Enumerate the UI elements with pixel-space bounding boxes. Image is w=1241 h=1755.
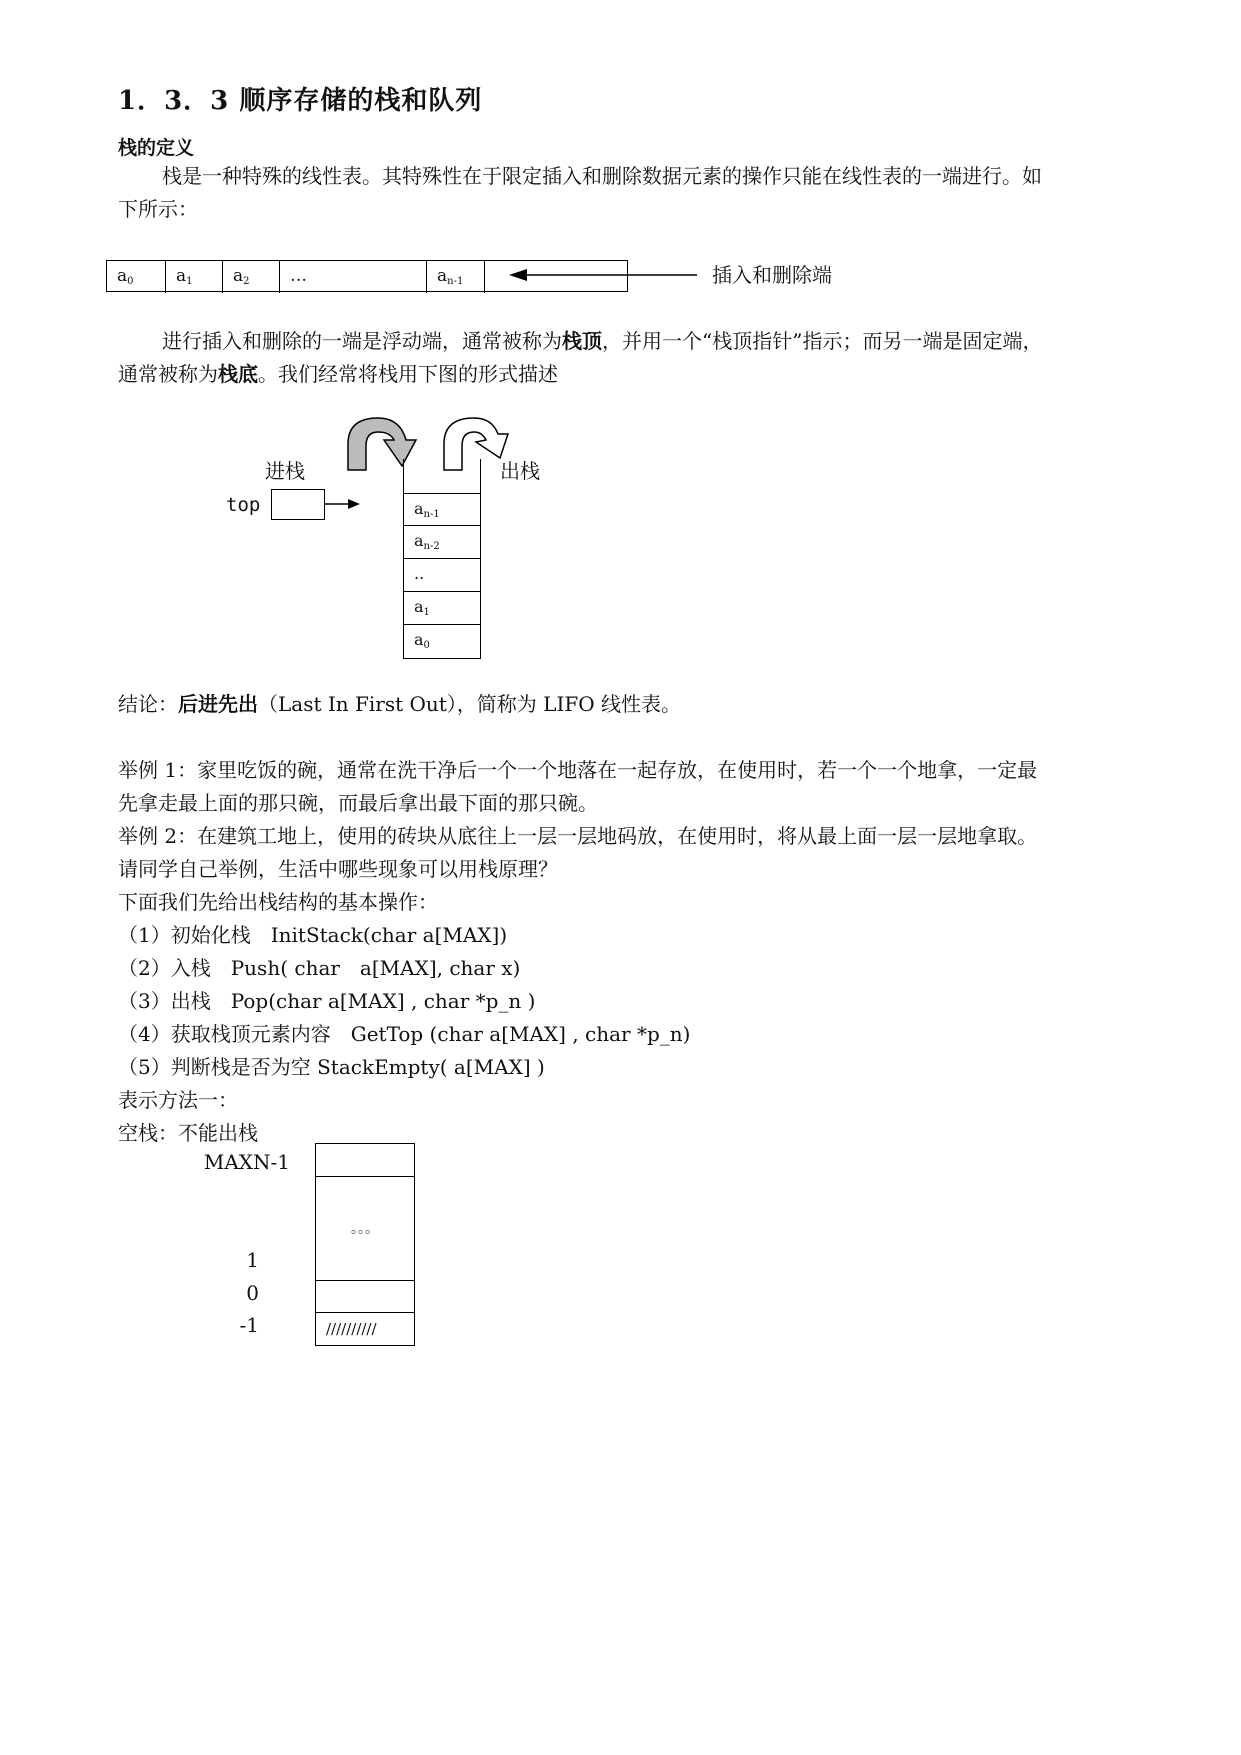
table-cell: $a_0$ <box>107 261 166 293</box>
memory-box <box>315 1143 415 1346</box>
stack-bottom-term: 栈底 <box>218 362 258 386</box>
top-pointer-box <box>271 489 325 520</box>
insert-arrow-icon <box>505 265 705 285</box>
page-title: 1．3．3 顺序存储的栈和队列 <box>118 86 483 116</box>
example-2: 举例 2：在建筑工地上，使用的砖块从底往上一层一层地码放，在使用时，将从最上面一层一层地拿取。 <box>118 824 1038 848</box>
intro-line-2: 下所示： <box>118 197 198 221</box>
para2-line-2: 通常被称为栈底。我们经常将栈用下图的形式描述 <box>118 362 558 386</box>
exercise-prompt: 请同学自己举例，生活中哪些现象可以用栈原理？ <box>118 857 558 881</box>
push-label: 进栈 <box>265 459 305 483</box>
stack-cell: $a_{n-1}$ <box>404 493 480 526</box>
insert-delete-end-label: 插入和删除端 <box>712 263 832 287</box>
stack-cell: $a_{n-2}$ <box>404 526 480 559</box>
memory-cell-top <box>316 1144 414 1177</box>
stack-cell: $a_1$ <box>404 592 480 625</box>
top-label: top <box>226 494 261 516</box>
op-pop: （3）出栈 Pop(char a[MAX] , char *p_n ) <box>118 989 536 1013</box>
op-stack-empty: （5）判断栈是否为空 StackEmpty( a[MAX] ) <box>118 1055 545 1079</box>
stack-top-term: 栈顶 <box>562 329 602 353</box>
conclusion: 结论：后进先出（Last In First Out），简称为 LIFO 线性表。 <box>118 692 681 716</box>
method-one-label: 表示方法一： <box>118 1088 238 1112</box>
top-pointer-arrow-icon <box>324 495 364 513</box>
example-1-line-2: 先拿走最上面的那只碗，而最后拿出最下面的那只碗。 <box>118 791 598 815</box>
example-1-line-1: 举例 1：家里吃饭的碗，通常在洗干净后一个一个地落在一起存放，在使用时，若一个一个地拿，一定最 <box>118 758 1038 782</box>
table-cell: $a_1$ <box>166 261 223 293</box>
stack-cell: $a_0$ <box>414 630 430 651</box>
lifo-term: 后进先出 <box>178 692 258 716</box>
stack-box <box>403 459 481 659</box>
index-label-0: 0 <box>246 1281 259 1305</box>
memory-cell-middle <box>316 1177 414 1281</box>
index-label-maxn: MAXN-1 <box>203 1150 290 1174</box>
op-get-top: （4）获取栈顶元素内容 GetTop (char a[MAX] , char *p_n) <box>118 1022 691 1046</box>
table-cell: $a_{n-1}$ <box>427 261 485 293</box>
table-cell: $a_2$ <box>223 261 280 293</box>
op-init-stack: （1）初始化栈 InitStack(char a[MAX]) <box>118 923 508 947</box>
empty-stack-label: 空栈：不能出栈 <box>118 1121 258 1145</box>
section-title: 栈的定义 <box>118 137 195 159</box>
para2-line-1: 进行插入和删除的一端是浮动端，通常被称为栈顶，并用一个“栈顶指针”指示；而另一端是固定端， <box>162 329 1043 353</box>
intro-line-1: 栈是一种特殊的线性表。其特殊性在于限定插入和删除数据元素的操作只能在线性表的一端进行。如 <box>162 164 1042 188</box>
pop-label: 出栈 <box>500 459 540 483</box>
index-label-neg1: -1 <box>239 1313 259 1337</box>
index-label-1: 1 <box>246 1248 259 1272</box>
stack-cell: .. <box>404 559 480 592</box>
memory-cell-hatched: ////////// <box>326 1320 377 1338</box>
memory-cell-0 <box>316 1281 414 1313</box>
table-cell: … <box>280 261 427 293</box>
operations-intro: 下面我们先给出栈结构的基本操作： <box>118 890 438 914</box>
op-push: （2）入栈 Push( char a[MAX], char x) <box>118 956 521 980</box>
ellipsis-dots: 。。。 <box>351 1221 379 1237</box>
